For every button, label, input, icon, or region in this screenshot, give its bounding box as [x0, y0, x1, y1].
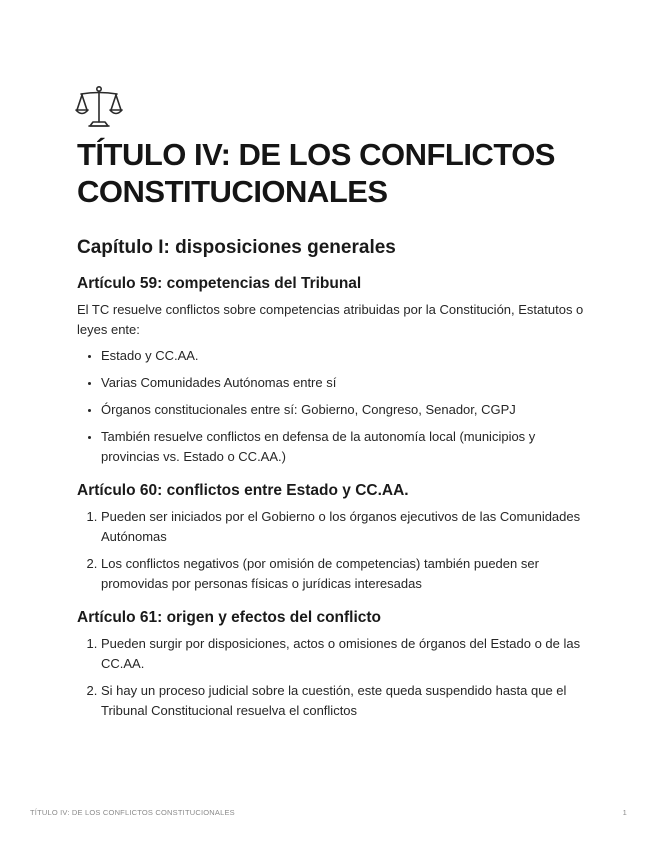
list-item: • Órganos constitucionales entre sí: Gobierno, Congreso, Senador, CGPJ [101, 400, 587, 420]
article-heading: Artículo 60: conflictos entre Estado y CC.AA. [77, 482, 409, 499]
chapter-heading: Capítulo I: disposiciones generales [77, 237, 396, 258]
article-numbered-list [77, 507, 587, 594]
article-heading: Artículo 61: origen y efectos del conflicto [77, 609, 382, 626]
page-number: 1 [622, 808, 627, 817]
balance-scale-icon [75, 84, 123, 130]
list-item: 2. Si hay un proceso judicial sobre la cuestión, este queda suspendido hasta que el Tribunal Constitucional resuelva el conflictos [101, 681, 587, 721]
article-intro: El TC resuelve conflictos sobre competencias atribuidas por la Constitución, Estatutos o leyes ente: [77, 302, 584, 337]
page-content [77, 84, 587, 721]
article-heading: Artículo 59: competencias del Tribunal [77, 275, 362, 292]
article-60-section [77, 481, 587, 594]
list-item: 1. Pueden ser iniciados por el Gobierno o los órganos ejecutivos de las Comunidades Autónomas [101, 507, 587, 547]
article-numbered-list [77, 634, 587, 721]
article-bullet-list [77, 346, 587, 467]
list-item: 2. Los conflictos negativos (por omisión de competencias) también pueden ser promovidas por personas físicas o jurídicas interesadas [101, 554, 587, 594]
article-59-section [77, 274, 587, 467]
footer-title: TÍTULO IV: DE LOS CONFLICTOS CONSTITUCIONALES [30, 808, 235, 817]
article-61-section [77, 608, 587, 721]
list-item: • Varias Comunidades Autónomas entre sí [101, 373, 587, 393]
list-item: • Estado y CC.AA. [101, 346, 587, 366]
list-item: • También resuelve conflictos en defensa de la autonomía local (municipios y provincias vs. Estado o CC.AA.) [101, 427, 587, 467]
list-item: 1. Pueden surgir por disposiciones, actos o omisiones de órganos del Estado o de las CC.AA. [101, 634, 587, 674]
document-title: TÍTULO IV: DE LOS CONFLICTOS CONSTITUCIONALES [77, 137, 555, 209]
